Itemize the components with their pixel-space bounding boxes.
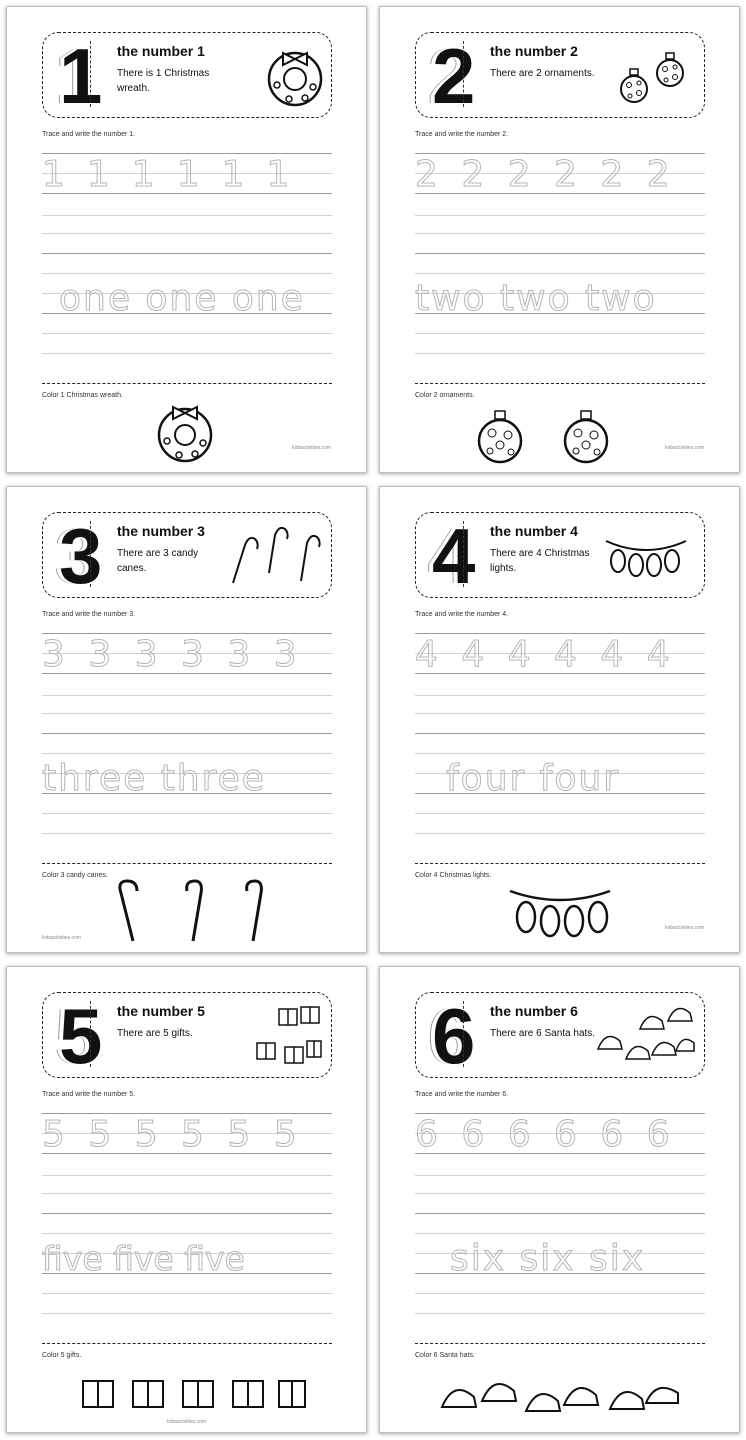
worksheet-page-6 [379,966,740,1433]
trace-word: five five five [42,1239,245,1278]
header-box [42,992,332,1078]
writing-line [415,1313,705,1314]
trace-word: two two two [415,278,657,319]
section-separator [42,1343,332,1344]
section-separator [415,1343,705,1344]
trace-prompt: Trace and write the number 6. [415,1091,509,1098]
header-description: There is 1 Christmas wreath. [117,68,210,94]
trace-word: one one one [59,278,305,319]
header-description: There are 3 candy canes. [117,548,199,574]
wreath-icon [67,397,307,467]
writing-line [42,813,332,814]
writing-line [415,215,705,216]
trace-word: four four [446,758,621,799]
header-box [42,32,332,118]
header-box [42,512,332,598]
divider [90,521,91,587]
writing-line [42,353,332,354]
trace-digits: 111111 [42,154,312,195]
writing-line [42,273,332,274]
header-title: the number 3 [117,523,205,539]
writing-line [42,1175,332,1176]
worksheet-page-2 [379,6,740,473]
writing-line [42,333,332,334]
section-separator [415,863,705,864]
trace-digits: 6 6 6 6 6 6 [415,1114,676,1155]
writing-line [415,273,705,274]
header-title: the number 4 [490,523,578,539]
writing-line [42,1193,332,1194]
worksheet-page-5 [6,966,367,1433]
header-title: the number 2 [490,43,578,59]
writing-line [42,695,332,696]
header-description: There are 2 ornaments. [490,68,595,79]
trace-prompt: Trace and write the number 1. [42,131,136,138]
writing-line [415,753,705,754]
header-title: the number 5 [117,1003,205,1019]
christmas-lights-icon [440,877,680,947]
section-separator [415,383,705,384]
writing-line [415,733,705,734]
header-title: the number 6 [490,1003,578,1019]
watermark: kidsactivities.com [42,935,81,941]
trace-digits: 4 4 4 4 4 4 [415,634,676,675]
section-separator [42,383,332,384]
color-prompt: Color 6 Santa hats. [415,1352,475,1359]
header-box [415,992,705,1078]
christmas-lights-icon [576,519,696,593]
watermark: kidsactivities.com [665,925,704,931]
trace-digits: 3 3 3 3 3 3 [42,634,303,675]
header-box [415,32,705,118]
trace-word: three three [42,758,266,799]
color-prompt: Color 1 Christmas wreath. [42,392,123,399]
writing-line [42,833,332,834]
writing-line [415,353,705,354]
watermark: kidsactivities.com [665,445,704,451]
writing-line [42,253,332,254]
big-number: 5 [59,992,103,1080]
writing-line [415,253,705,254]
header-box [415,512,705,598]
candy-cane-icon [203,519,323,593]
gift-icon [203,999,323,1073]
writing-line [42,733,332,734]
header-description: There are 5 gifts. [117,1028,193,1039]
writing-line [415,695,705,696]
big-number: 2 [432,32,476,120]
divider [463,1001,464,1067]
color-prompt: Color 3 candy canes. [42,872,108,879]
trace-word: six six six [450,1238,646,1279]
writing-line [415,1293,705,1294]
writing-line [415,233,705,234]
writing-line [42,753,332,754]
santa-hat-icon [440,1361,680,1431]
writing-line [42,215,332,216]
writing-line [42,1313,332,1314]
writing-line [415,713,705,714]
header-description: There are 6 Santa hats. [490,1028,596,1039]
header-description: There are 4 Christmas lights. [490,548,590,574]
header-title: the number 1 [117,43,205,59]
writing-line [415,1213,705,1214]
color-prompt: Color 5 gifts. [42,1352,82,1359]
trace-prompt: Trace and write the number 5. [42,1091,136,1098]
divider [90,1001,91,1067]
section-separator [42,863,332,864]
trace-digits: 2 2 2 2 2 2 [415,154,676,195]
santa-hat-icon [576,999,696,1073]
big-number: 1 [59,32,103,120]
candy-cane-icon [67,875,307,945]
watermark: kidsactivities.com [167,1419,206,1425]
trace-prompt: Trace and write the number 4. [415,611,509,618]
worksheet-page-3 [6,486,367,953]
divider [463,41,464,107]
writing-line [42,1233,332,1234]
worksheet-page-4 [379,486,740,953]
big-number: 4 [432,512,476,600]
divider [90,41,91,107]
writing-line [415,1175,705,1176]
color-prompt: Color 4 Christmas lights. [415,872,492,879]
trace-prompt: Trace and write the number 2. [415,131,509,138]
writing-line [415,833,705,834]
color-prompt: Color 2 ornaments. [415,392,475,399]
writing-line [42,1293,332,1294]
big-number: 6 [432,992,476,1080]
watermark: kidsactivities.com [292,445,331,451]
writing-line [415,813,705,814]
wreath-icon [203,39,323,113]
writing-line [42,713,332,714]
writing-line [415,1233,705,1234]
writing-line [42,233,332,234]
trace-prompt: Trace and write the number 3. [42,611,136,618]
worksheet-page-1 [6,6,367,473]
ornament-icon [440,399,680,469]
writing-line [415,1193,705,1194]
writing-line [42,1213,332,1214]
big-number: 3 [59,512,103,600]
divider [463,521,464,587]
ornament-icon [576,39,696,113]
writing-line [415,333,705,334]
trace-digits: 5 5 5 5 5 5 [42,1114,303,1155]
